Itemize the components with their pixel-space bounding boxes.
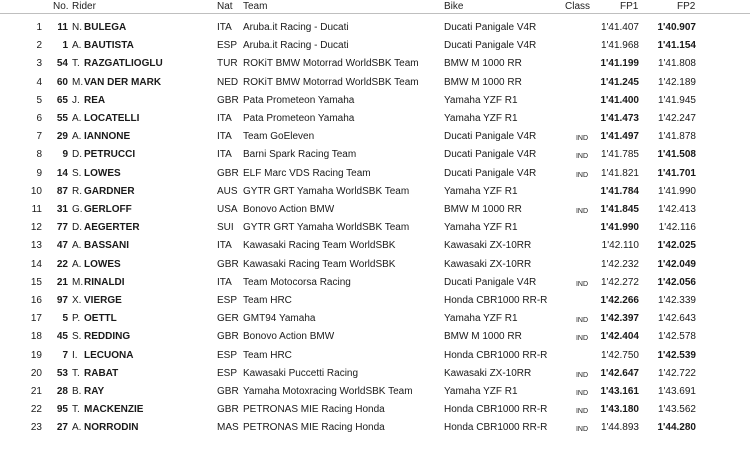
table-row	[0, 310, 750, 328]
bike-cell: Yamaha YZF R1	[444, 185, 518, 197]
rider-initial-cell: N.	[72, 22, 82, 33]
rider-surname-cell: BASSANI	[84, 240, 130, 252]
header-nat: Nat	[217, 1, 233, 12]
bike-cell: Ducati Panigale V4R	[444, 276, 537, 288]
nationality-cell: AUS	[217, 185, 238, 197]
class-cell: IND	[575, 208, 588, 215]
team-cell: Kawasaki Puccetti Racing	[243, 367, 359, 379]
rider-number-cell: 55	[56, 113, 68, 124]
fp2-time-cell: 1'44.280	[657, 422, 696, 434]
fp2-time-cell: 1'41.990	[657, 185, 696, 197]
rider-surname-cell: RINALDI	[84, 276, 125, 288]
fp1-time-cell: 1'41.821	[600, 167, 639, 179]
bike-cell: Ducati Panigale V4R	[444, 22, 537, 33]
rider-surname-cell: REA	[84, 94, 106, 106]
table-row	[0, 219, 750, 237]
rider-surname-cell: GERLOFF	[84, 204, 132, 215]
bike-cell: BMW M 1000 RR	[444, 58, 522, 70]
table-row	[0, 128, 750, 146]
fp2-time-cell: 1'40.907	[657, 22, 696, 33]
position-cell: 1	[36, 22, 42, 33]
team-cell: Pata Prometeon Yamaha	[243, 94, 355, 106]
fp1-time-cell: 1'41.400	[600, 94, 639, 106]
team-cell: Bonovo Action BMW	[243, 331, 335, 343]
team-cell: Team HRC	[243, 349, 292, 361]
table-row	[0, 419, 750, 437]
rider-number-cell: 5	[62, 313, 68, 325]
bike-cell: BMW M 1000 RR	[444, 76, 522, 88]
nationality-cell: ITA	[217, 113, 232, 124]
rider-surname-cell: REDDING	[84, 331, 131, 343]
nationality-cell: ITA	[217, 240, 232, 252]
rider-surname-cell: OETTL	[84, 313, 117, 325]
team-cell: Aruba.it Racing - Ducati	[243, 40, 349, 52]
rider-surname-cell: GARDNER	[84, 185, 135, 197]
rider-initial-cell: I.	[72, 349, 78, 361]
fp1-time-cell: 1'42.647	[600, 367, 639, 379]
position-cell: 17	[30, 313, 42, 325]
bike-cell: Honda CBR1000 RR-R	[444, 295, 548, 306]
rider-number-cell: 65	[56, 94, 68, 106]
table-row	[0, 165, 750, 183]
rider-number-cell: 1	[62, 40, 68, 52]
team-cell: Yamaha Motoxracing WorldSBK Team	[243, 386, 413, 397]
fp1-time-cell: 1'43.161	[600, 386, 639, 397]
fp2-time-cell: 1'42.339	[657, 295, 696, 306]
table-row	[0, 55, 750, 73]
team-cell: Team Motocorsa Racing	[243, 276, 351, 288]
header-no: No.	[53, 1, 69, 12]
fp1-time-cell: 1'43.180	[600, 404, 639, 416]
rider-number-cell: 95	[56, 404, 68, 416]
nationality-cell: GBR	[217, 167, 239, 179]
position-cell: 2	[36, 40, 42, 52]
position-cell: 16	[30, 295, 42, 306]
bike-cell: BMW M 1000 RR	[444, 331, 522, 343]
fp2-time-cell: 1'42.413	[657, 204, 696, 215]
rider-surname-cell: RAY	[84, 386, 105, 397]
nationality-cell: GBR	[217, 94, 239, 106]
fp1-time-cell: 1'42.397	[600, 313, 639, 325]
fp2-time-cell: 1'42.116	[658, 222, 696, 234]
rider-surname-cell: BAUTISTA	[84, 40, 134, 52]
table-row	[0, 365, 750, 383]
table-row	[0, 19, 750, 37]
rider-surname-cell: NORRODIN	[84, 422, 139, 434]
rider-initial-cell: A.	[72, 422, 82, 434]
fp1-time-cell: 1'42.750	[600, 349, 639, 361]
fp1-time-cell: 1'41.785	[600, 149, 639, 161]
fp1-time-cell: 1'41.407	[600, 22, 639, 33]
bike-cell: Kawasaki ZX-10RR	[444, 240, 532, 252]
fp2-time-cell: 1'42.025	[657, 240, 696, 252]
rider-initial-cell: A.	[72, 113, 82, 124]
nationality-cell: MAS	[217, 422, 239, 434]
team-cell: Aruba.it Racing - Ducati	[243, 22, 349, 33]
position-cell: 5	[36, 94, 42, 106]
team-cell: GMT94 Yamaha	[243, 313, 316, 325]
rider-initial-cell: T.	[72, 367, 80, 379]
rider-initial-cell: T.	[72, 58, 80, 70]
nationality-cell: GBR	[217, 386, 239, 397]
rider-initial-cell: X.	[72, 295, 82, 306]
nationality-cell: ITA	[217, 276, 232, 288]
rider-number-cell: 54	[56, 58, 68, 70]
rider-number-cell: 60	[56, 76, 68, 88]
table-row	[0, 74, 750, 92]
bike-cell: Ducati Panigale V4R	[444, 40, 537, 52]
class-cell: IND	[575, 408, 588, 416]
rider-number-cell: 31	[56, 204, 68, 215]
rider-surname-cell: LECUONA	[84, 349, 134, 361]
fp1-time-cell: 1'42.404	[600, 331, 639, 343]
bike-cell: Yamaha YZF R1	[444, 94, 518, 106]
fp2-time-cell: 1'41.808	[657, 58, 696, 70]
class-cell: IND	[575, 390, 588, 397]
nationality-cell: GBR	[217, 331, 239, 343]
nationality-cell: SUI	[217, 222, 234, 234]
fp2-time-cell: 1'42.056	[657, 276, 696, 288]
team-cell: GYTR GRT Yamaha WorldSBK Team	[243, 185, 410, 197]
table-row	[0, 328, 750, 346]
bike-cell: Ducati Panigale V4R	[444, 167, 537, 179]
bike-cell: Kawasaki ZX-10RR	[444, 258, 532, 270]
table-row	[0, 110, 750, 128]
bike-cell: Yamaha YZF R1	[444, 113, 518, 124]
fp1-time-cell: 1'41.497	[600, 131, 639, 143]
class-cell: IND	[575, 153, 588, 161]
table-row	[0, 292, 750, 310]
fp2-time-cell: 1'43.691	[657, 386, 696, 397]
class-cell: IND	[575, 135, 588, 143]
rider-number-cell: 47	[56, 240, 68, 252]
table-row	[0, 274, 750, 292]
rider-surname-cell: RABAT	[84, 367, 119, 379]
fp2-time-cell: 1'41.701	[657, 167, 696, 179]
class-cell: IND	[575, 280, 588, 288]
rider-initial-cell: A.	[72, 131, 82, 143]
rider-surname-cell: AEGERTER	[84, 222, 140, 234]
nationality-cell: ITA	[217, 22, 232, 33]
fp2-time-cell: 1'42.643	[657, 313, 696, 325]
rider-surname-cell: MACKENZIE	[84, 404, 144, 416]
rider-number-cell: 97	[56, 295, 68, 306]
fp2-time-cell: 1'42.049	[657, 258, 696, 270]
nationality-cell: ITA	[217, 131, 232, 143]
fp2-time-cell: 1'41.945	[657, 94, 696, 106]
rider-initial-cell: B.	[72, 386, 82, 397]
position-cell: 3	[36, 58, 42, 70]
bike-cell: BMW M 1000 RR	[444, 204, 522, 215]
rider-surname-cell: LOCATELLI	[84, 113, 140, 124]
team-cell: ROKiT BMW Motorrad WorldSBK Team	[243, 76, 419, 88]
rider-surname-cell: BULEGA	[84, 22, 127, 33]
table-row	[0, 347, 750, 365]
position-cell: 8	[36, 149, 42, 161]
header-rider: Rider	[72, 1, 96, 12]
fp2-time-cell: 1'41.878	[657, 131, 696, 143]
bike-cell: Yamaha YZF R1	[444, 386, 518, 397]
nationality-cell: ESP	[217, 349, 238, 361]
bike-cell: Yamaha YZF R1	[444, 222, 518, 234]
fp1-time-cell: 1'41.990	[600, 222, 639, 234]
rider-surname-cell: VAN DER MARK	[84, 76, 162, 88]
team-cell: Team HRC	[243, 295, 292, 306]
position-cell: 7	[36, 131, 42, 143]
rider-surname-cell: VIERGE	[84, 295, 122, 306]
rider-number-cell: 21	[56, 276, 68, 288]
position-cell: 12	[30, 222, 42, 234]
nationality-cell: ITA	[217, 149, 232, 161]
rider-number-cell: 77	[56, 222, 68, 234]
rider-surname-cell: LOWES	[84, 258, 121, 270]
team-cell: GYTR GRT Yamaha WorldSBK Team	[243, 222, 410, 234]
team-cell: PETRONAS MIE Racing Honda	[243, 404, 385, 416]
rider-surname-cell: IANNONE	[84, 131, 131, 143]
nationality-cell: USA	[217, 204, 238, 215]
rider-initial-cell: T.	[72, 404, 80, 416]
nationality-cell: GBR	[217, 258, 239, 270]
nationality-cell: GER	[217, 313, 239, 325]
rider-surname-cell: RAZGATLIOGLU	[84, 58, 163, 70]
position-cell: 9	[36, 167, 42, 179]
fp2-time-cell: 1'42.539	[657, 349, 696, 361]
fp2-time-cell: 1'42.722	[657, 367, 696, 379]
fp2-time-cell: 1'42.578	[657, 331, 696, 343]
table-row	[0, 383, 750, 401]
header-fp1: FP1	[620, 1, 639, 12]
team-cell: ELF Marc VDS Racing Team	[243, 167, 371, 179]
team-cell: Bonovo Action BMW	[243, 204, 335, 215]
rider-number-cell: 7	[62, 349, 68, 361]
rider-initial-cell: J.	[72, 94, 80, 106]
rider-number-cell: 9	[62, 149, 68, 161]
class-cell: IND	[575, 317, 588, 325]
position-cell: 13	[30, 240, 42, 252]
fp1-time-cell: 1'42.272	[600, 276, 639, 288]
bike-cell: Ducati Panigale V4R	[444, 131, 537, 143]
position-cell: 18	[30, 331, 42, 343]
fp1-time-cell: 1'41.473	[600, 113, 639, 124]
bike-cell: Honda CBR1000 RR-R	[444, 404, 548, 416]
team-cell: Kawasaki Racing Team WorldSBK	[243, 240, 396, 252]
fp2-time-cell: 1'43.562	[657, 404, 696, 416]
team-cell: Kawasaki Racing Team WorldSBK	[243, 258, 396, 270]
rider-number-cell: 11	[57, 22, 68, 33]
rider-initial-cell: A.	[72, 40, 82, 52]
class-cell: IND	[575, 335, 588, 343]
fp1-time-cell: 1'44.893	[600, 422, 639, 434]
position-cell: 10	[30, 185, 42, 197]
rider-initial-cell: M.	[72, 76, 84, 88]
rider-number-cell: 27	[56, 422, 68, 434]
header-fp2: FP2	[677, 1, 696, 12]
bike-cell: Honda CBR1000 RR-R	[444, 349, 548, 361]
rider-initial-cell: D.	[72, 149, 82, 161]
team-cell: PETRONAS MIE Racing Honda	[243, 422, 385, 434]
position-cell: 20	[30, 367, 42, 379]
table-row	[0, 37, 750, 55]
fp2-time-cell: 1'41.154	[657, 40, 696, 52]
fp1-time-cell: 1'42.232	[600, 258, 639, 270]
team-cell: Team GoEleven	[243, 131, 315, 143]
nationality-cell: ESP	[217, 40, 238, 52]
rider-number-cell: 22	[56, 258, 68, 270]
rider-number-cell: 87	[56, 185, 68, 197]
fp2-time-cell: 1'42.247	[657, 113, 696, 124]
rider-surname-cell: LOWES	[84, 167, 121, 179]
team-cell: ROKiT BMW Motorrad WorldSBK Team	[243, 58, 419, 70]
fp2-time-cell: 1'42.189	[657, 76, 696, 88]
table-row	[0, 183, 750, 201]
table-row	[0, 146, 750, 164]
rider-initial-cell: S.	[72, 167, 82, 179]
rider-initial-cell: A.	[72, 240, 82, 252]
fp1-time-cell: 1'42.266	[600, 295, 639, 306]
rider-initial-cell: S.	[72, 331, 82, 343]
team-cell: Barni Spark Racing Team	[243, 149, 357, 161]
table-row	[0, 201, 750, 219]
position-cell: 4	[36, 76, 42, 88]
fp1-time-cell: 1'42.110	[601, 240, 639, 252]
rider-initial-cell: M.	[72, 276, 84, 288]
rider-number-cell: 45	[56, 331, 68, 343]
table-row	[0, 401, 750, 419]
class-cell: IND	[575, 171, 588, 179]
fp1-time-cell: 1'41.784	[600, 185, 639, 197]
fp1-time-cell: 1'41.968	[600, 40, 639, 52]
fp2-time-cell: 1'41.508	[657, 149, 696, 161]
bike-cell: Yamaha YZF R1	[444, 313, 518, 325]
table-row	[0, 92, 750, 110]
rider-initial-cell: R.	[72, 185, 82, 197]
fp1-time-cell: 1'41.199	[600, 58, 639, 70]
position-cell: 11	[31, 204, 42, 215]
bike-cell: Ducati Panigale V4R	[444, 149, 537, 161]
nationality-cell: ESP	[217, 295, 238, 306]
position-cell: 23	[30, 422, 42, 434]
rider-initial-cell: G.	[72, 204, 83, 215]
bike-cell: Kawasaki ZX-10RR	[444, 367, 532, 379]
rider-number-cell: 28	[56, 386, 68, 397]
position-cell: 14	[30, 258, 42, 270]
nationality-cell: ESP	[217, 367, 238, 379]
class-cell: IND	[575, 371, 588, 379]
position-cell: 21	[30, 386, 42, 397]
bike-cell: Honda CBR1000 RR-R	[444, 422, 548, 434]
rider-number-cell: 29	[56, 131, 68, 143]
table-row	[0, 237, 750, 255]
nationality-cell: NED	[217, 76, 239, 88]
position-cell: 19	[30, 349, 42, 361]
nationality-cell: GBR	[217, 404, 239, 416]
rider-number-cell: 14	[56, 167, 68, 179]
position-cell: 6	[36, 113, 42, 124]
rider-number-cell: 53	[56, 367, 68, 379]
class-cell: IND	[575, 426, 588, 434]
rider-surname-cell: PETRUCCI	[84, 149, 136, 161]
header-bike: Bike	[444, 1, 464, 12]
fp1-time-cell: 1'41.245	[600, 76, 639, 88]
position-cell: 15	[30, 276, 42, 288]
rider-initial-cell: D.	[72, 222, 82, 234]
position-cell: 22	[30, 404, 42, 416]
rider-initial-cell: A.	[72, 258, 82, 270]
header-class: Class	[565, 1, 591, 12]
nationality-cell: TUR	[217, 58, 238, 70]
rider-initial-cell: P.	[72, 313, 81, 325]
table-row	[0, 256, 750, 274]
team-cell: Pata Prometeon Yamaha	[243, 113, 355, 124]
fp1-time-cell: 1'41.845	[600, 204, 639, 215]
header-team: Team	[243, 1, 268, 12]
table-header	[0, 0, 750, 14]
